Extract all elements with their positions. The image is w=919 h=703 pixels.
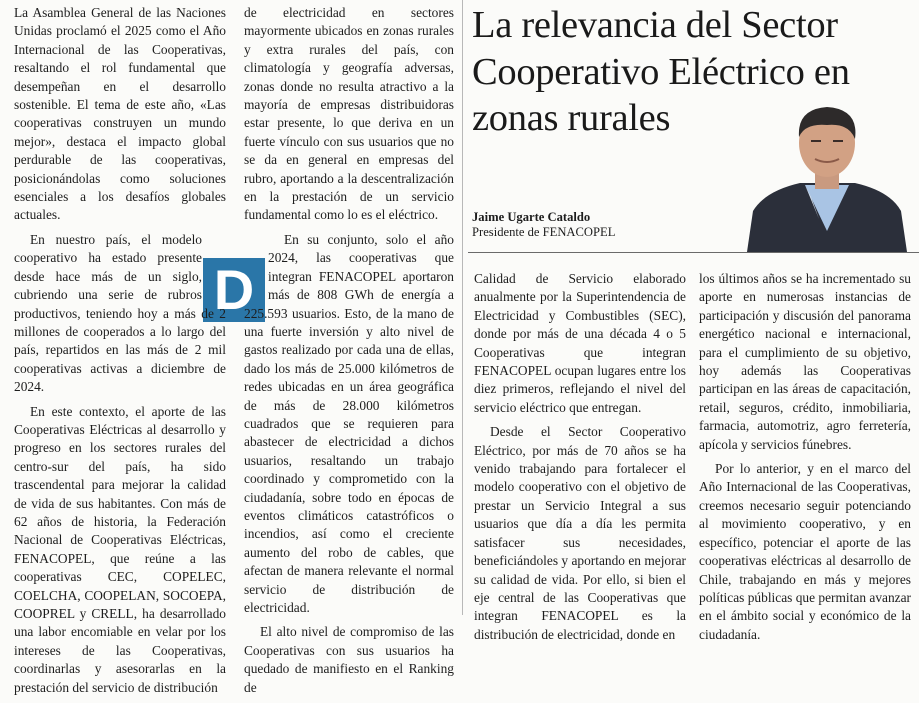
byline: [472, 210, 615, 240]
article-column-3: [474, 270, 686, 650]
headline: La relevancia del Sector Cooperativo Eléctrico en zonas rurales: [472, 4, 850, 139]
paragraph: En nuestro país, el modelo cooperativo ha estado presente desde hace más de un siglo, cubriendo una serie de rubros productivos, teniendo hoy a más de 2 millones de cooperados a lo largo del país, repartidos en las más de 2 mil cooperativas activas a diciembre de 2024.: [14, 231, 226, 395]
article-column-4: [699, 270, 911, 650]
paragraph: Por lo anterior, y en el marco del Año Internacional de las Cooperativas, creemos necesario seguir potenciando al movimiento cooperativo, y en específico, potenciar el aporte de las cooperativas eléctricas al desarrollo de Chile, trabajando en más y mejores políticas públicas que permitan avanzar en el ámbito social y económico de la ciudadanía.: [699, 461, 911, 642]
author-portrait: [745, 101, 909, 252]
dropcap-wrap-spacer: [244, 231, 268, 289]
paragraph: Calidad de Servicio elaborado anualmente por la Superintendencia de Electricidad y Combustibles (SEC), donde por más de una década 4 o 5 Cooperativas que integran FENACOPEL ocupan lugares entre los diez primeros, reflejando el nivel del servicio eléctrico que entregan.: [474, 271, 686, 415]
article-column-2: [244, 4, 454, 703]
paragraph: de electricidad en sectores mayormente ubicados en zonas rurales y extra rurales del país, con climatología y geografía adversas, zonas donde no resulta atractivo a la mayoría de empresas distribuidoras estar presente, lo que deriva en un fuerte vínculo con sus usuarios que no se da en general en empresas del rubro, aportando a la descentralización en la prestación de un servicio fundamental como lo es el eléctrico.: [244, 5, 454, 223]
dropcap-wrap-spacer: [202, 231, 226, 291]
column-divider: [462, 0, 463, 615]
paragraph: El alto nivel de compromiso de las Cooperativas con sus usuarios ha quedado de manifiesto en el Ranking de: [244, 624, 454, 695]
header-rule: [468, 252, 919, 253]
paragraph: La Asamblea General de las Naciones Unidas proclamó el 2025 como el Año Internacional de las Cooperativas, resaltando el rol fundamental que desempeñan en el desarrollo sostenible. El tema de este año, «Las cooperativas construyen un mundo mejor», destaca el impacto global perdurable de las cooperativas, posicionándolas como soluciones esenciales a los desafíos globales actuales.: [14, 5, 226, 223]
paragraph: Desde el Sector Cooperativo Eléctrico, por más de 70 años se ha venido trabajando para fortalecer el modelo cooperativo con el objetivo de prestar un Servicio Integral a sus usuarios que día a día les permita satisfacer sus necesidades, beneficiándoles y aportando en mejorar su calidad de vida. Por ello, si bien el eje central de las Cooperativas que integran FENACOPEL es la distribución de electricidad, donde en: [474, 424, 686, 642]
drop-cap: D: [203, 258, 265, 322]
author-role: Presidente de FENACOPEL: [472, 225, 616, 239]
author-name: Jaime Ugarte Cataldo: [472, 210, 591, 224]
paragraph: los últimos años se ha incrementado su aporte en numerosas instancias de participación y discusión del panorama energético nacional e internacional, para el cumplimiento de su objetivo, hoy además las Cooperativas participan en las áreas de capacitación, retail, seguros, crédito, inmobiliaria, farmacia, automotriz, agro ferretería, apícola y servicios fúnebres.: [699, 271, 911, 452]
paragraph: En su conjunto, solo el año 2024, las cooperativas que integran FENACOPEL aportaron más de 808 GWh de energía a 225.593 usuarios. Esto, de la mano de una fuerte inversión y alto nivel de gastos realizado por cada una de ellas, dado los más de 25.000 kilómetros de redes ubicadas en un área geográfica de más de 28.000 kilómetros cuadrados que se requieren para abastecer de electricidad a dichos usuarios, resaltando un trabajo coordinado y comprometido con la ciudadanía, sobre todo en épocas de eventos climáticos catastróficos o incendios, así como el creciente aumento del robo de cables, que afectan de manera relevante el normal servicio de distribución de electricidad.: [244, 231, 454, 615]
article-column-1: [14, 4, 226, 703]
paragraph: En este contexto, el aporte de las Cooperativas Eléctricas al desarrollo y progreso en los sectores rurales del centro-sur del país, ha sido trascendental para mejorar la calidad de vida de sus habitantes. Con más de 62 años de historia, la Federación Nacional de Cooperativas Eléctricas, FENACOPEL, que reúne a las cooperativas CEC, COPELEC, COELCHA, COOPELAN, SOCOEPA, COOPREL y CRELL, ha desarrollado una labor encomiable en velar por los intereses de las Cooperativas, coordinarlas y asesorarlas en la prestación del servicio de distribución: [14, 403, 226, 695]
